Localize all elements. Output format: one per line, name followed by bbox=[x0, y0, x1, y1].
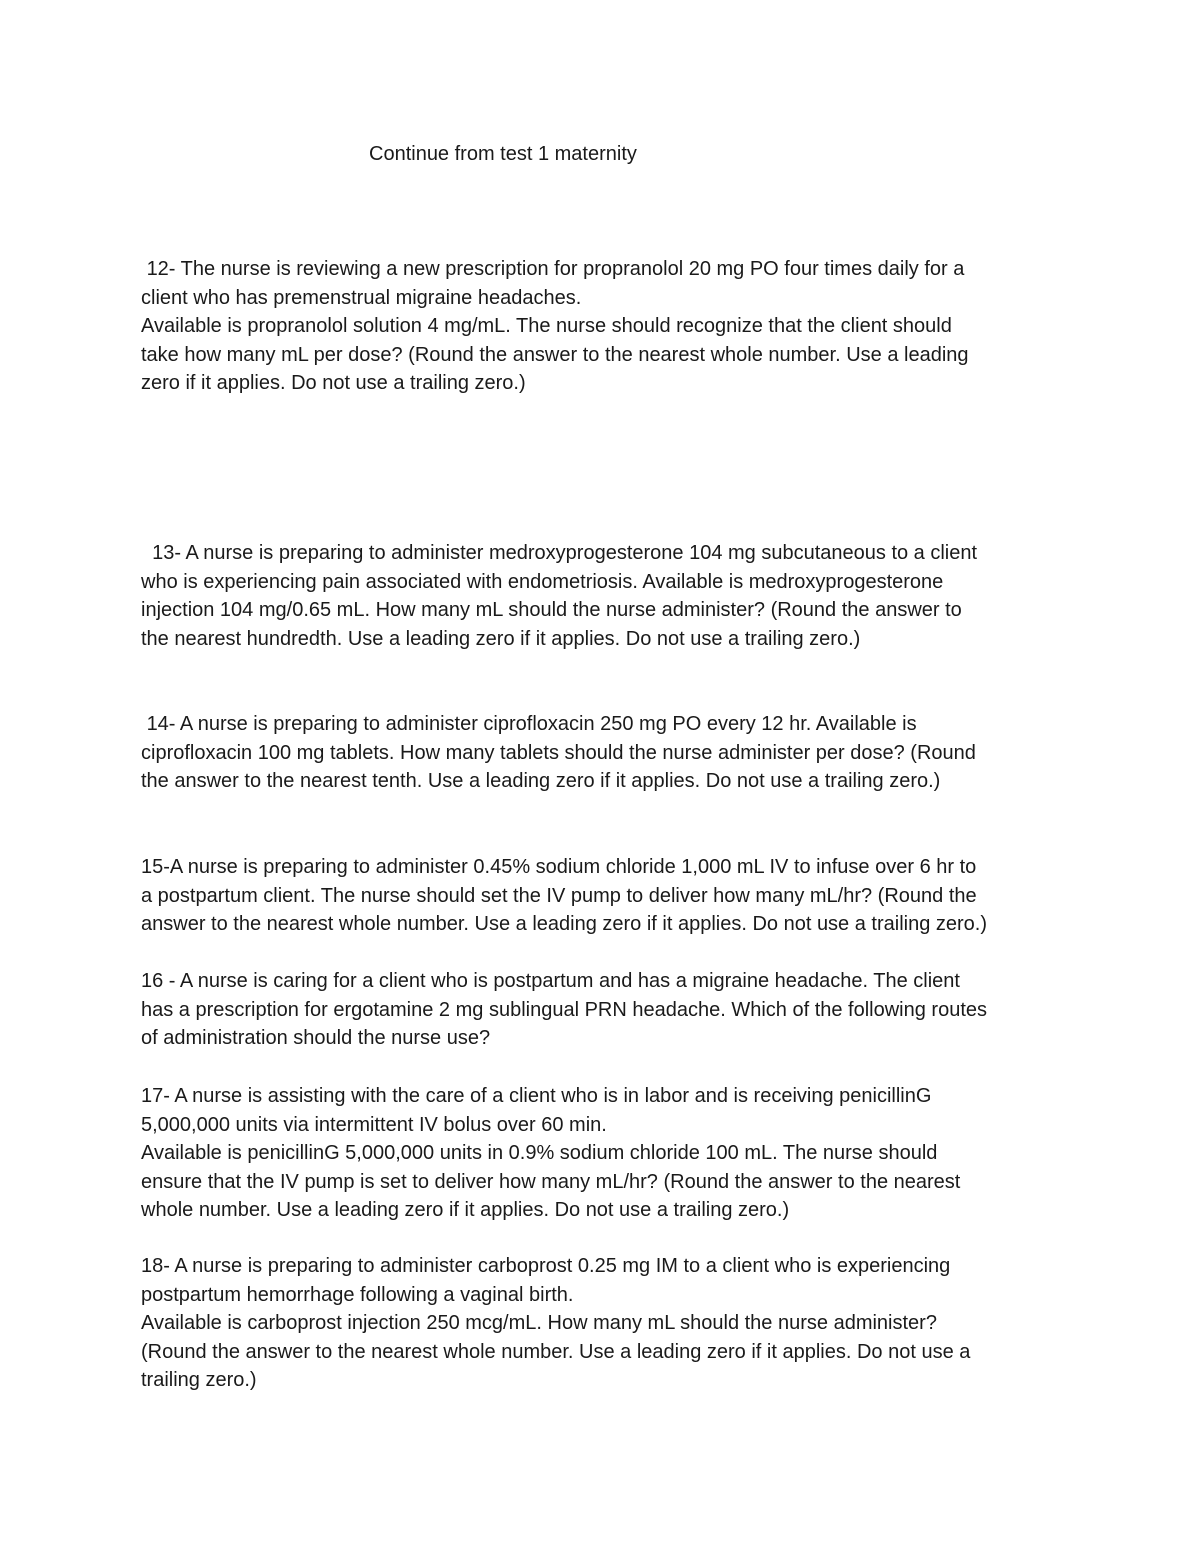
question-line: 18- A nurse is preparing to administer carboprost 0.25 mg IM to a client who is experiencing bbox=[141, 1255, 951, 1277]
question-line: 15-A nurse is preparing to administer 0.45% sodium chloride 1,000 mL IV to infuse over 6 hr to bbox=[141, 856, 977, 878]
question-13 bbox=[141, 539, 1071, 653]
question-line: the answer to the nearest tenth. Use a leading zero if it applies. Do not use a trailing zero.) bbox=[141, 770, 941, 793]
question-line: ciprofloxacin 100 mg tablets. How many tablets should the nurse administer per dose? (Round bbox=[141, 741, 976, 764]
question-line: a postpartum client. The nurse should set the IV pump to deliver how many mL/hr? (Round the bbox=[141, 884, 977, 907]
question-12 bbox=[141, 255, 1071, 398]
question-line: the nearest hundredth. Use a leading zero if it applies. Do not use a trailing zero.) bbox=[141, 627, 861, 650]
question-line: trailing zero.) bbox=[141, 1369, 257, 1392]
question-line: 16 - A nurse is caring for a client who is postpartum and has a migraine headache. The client bbox=[141, 970, 960, 992]
question-line: who is experiencing pain associated with endometriosis. Available is medroxyprogesterone bbox=[141, 570, 944, 593]
document-title: Continue from test 1 maternity bbox=[369, 143, 637, 165]
question-18 bbox=[141, 1252, 1071, 1395]
question-14 bbox=[141, 710, 1071, 796]
question-line: 13- A nurse is preparing to administer medroxyprogesterone 104 mg subcutaneous to a client bbox=[141, 542, 978, 564]
question-line: zero if it applies. Do not use a trailing zero.) bbox=[141, 372, 526, 395]
question-line: ensure that the IV pump is set to deliver how many mL/hr? (Round the answer to the nearest bbox=[141, 1170, 961, 1193]
question-line: postpartum hemorrhage following a vaginal birth. bbox=[141, 1283, 574, 1306]
question-line: 17- A nurse is assisting with the care of a client who is in labor and is receiving penicillinG bbox=[141, 1085, 932, 1107]
question-16 bbox=[141, 967, 1071, 1053]
question-line: 12- The nurse is reviewing a new prescription for propranolol 20 mg PO four times daily for a bbox=[141, 258, 965, 280]
question-line: answer to the nearest whole number. Use a leading zero if it applies. Do not use a trailing zero.) bbox=[141, 913, 988, 936]
question-17 bbox=[141, 1082, 1071, 1225]
question-line: has a prescription for ergotamine 2 mg sublingual PRN headache. Which of the following routes bbox=[141, 998, 988, 1021]
question-line: (Round the answer to the nearest whole number. Use a leading zero if it applies. Do not use a bbox=[141, 1340, 971, 1363]
question-15 bbox=[141, 853, 1071, 939]
question-line: Available is propranolol solution 4 mg/mL. The nurse should recognize that the client should bbox=[141, 315, 952, 338]
question-line: 14- A nurse is preparing to administer ciprofloxacin 250 mg PO every 12 hr. Available is bbox=[141, 713, 917, 735]
question-line: Available is penicillinG 5,000,000 units in 0.9% sodium chloride 100 mL. The nurse should bbox=[141, 1142, 938, 1165]
question-line: take how many mL per dose? (Round the answer to the nearest whole number. Use a leading bbox=[141, 343, 969, 366]
question-line: whole number. Use a leading zero if it applies. Do not use a trailing zero.) bbox=[141, 1199, 790, 1222]
question-line: client who has premenstrual migraine headaches. bbox=[141, 286, 582, 309]
question-line: of administration should the nurse use? bbox=[141, 1027, 491, 1050]
question-line: Available is carboprost injection 250 mcg/mL. How many mL should the nurse administer? bbox=[141, 1312, 937, 1335]
question-line: injection 104 mg/0.65 mL. How many mL should the nurse administer? (Round the answer to bbox=[141, 599, 962, 622]
question-line: 5,000,000 units via intermittent IV bolus over 60 min. bbox=[141, 1113, 607, 1136]
